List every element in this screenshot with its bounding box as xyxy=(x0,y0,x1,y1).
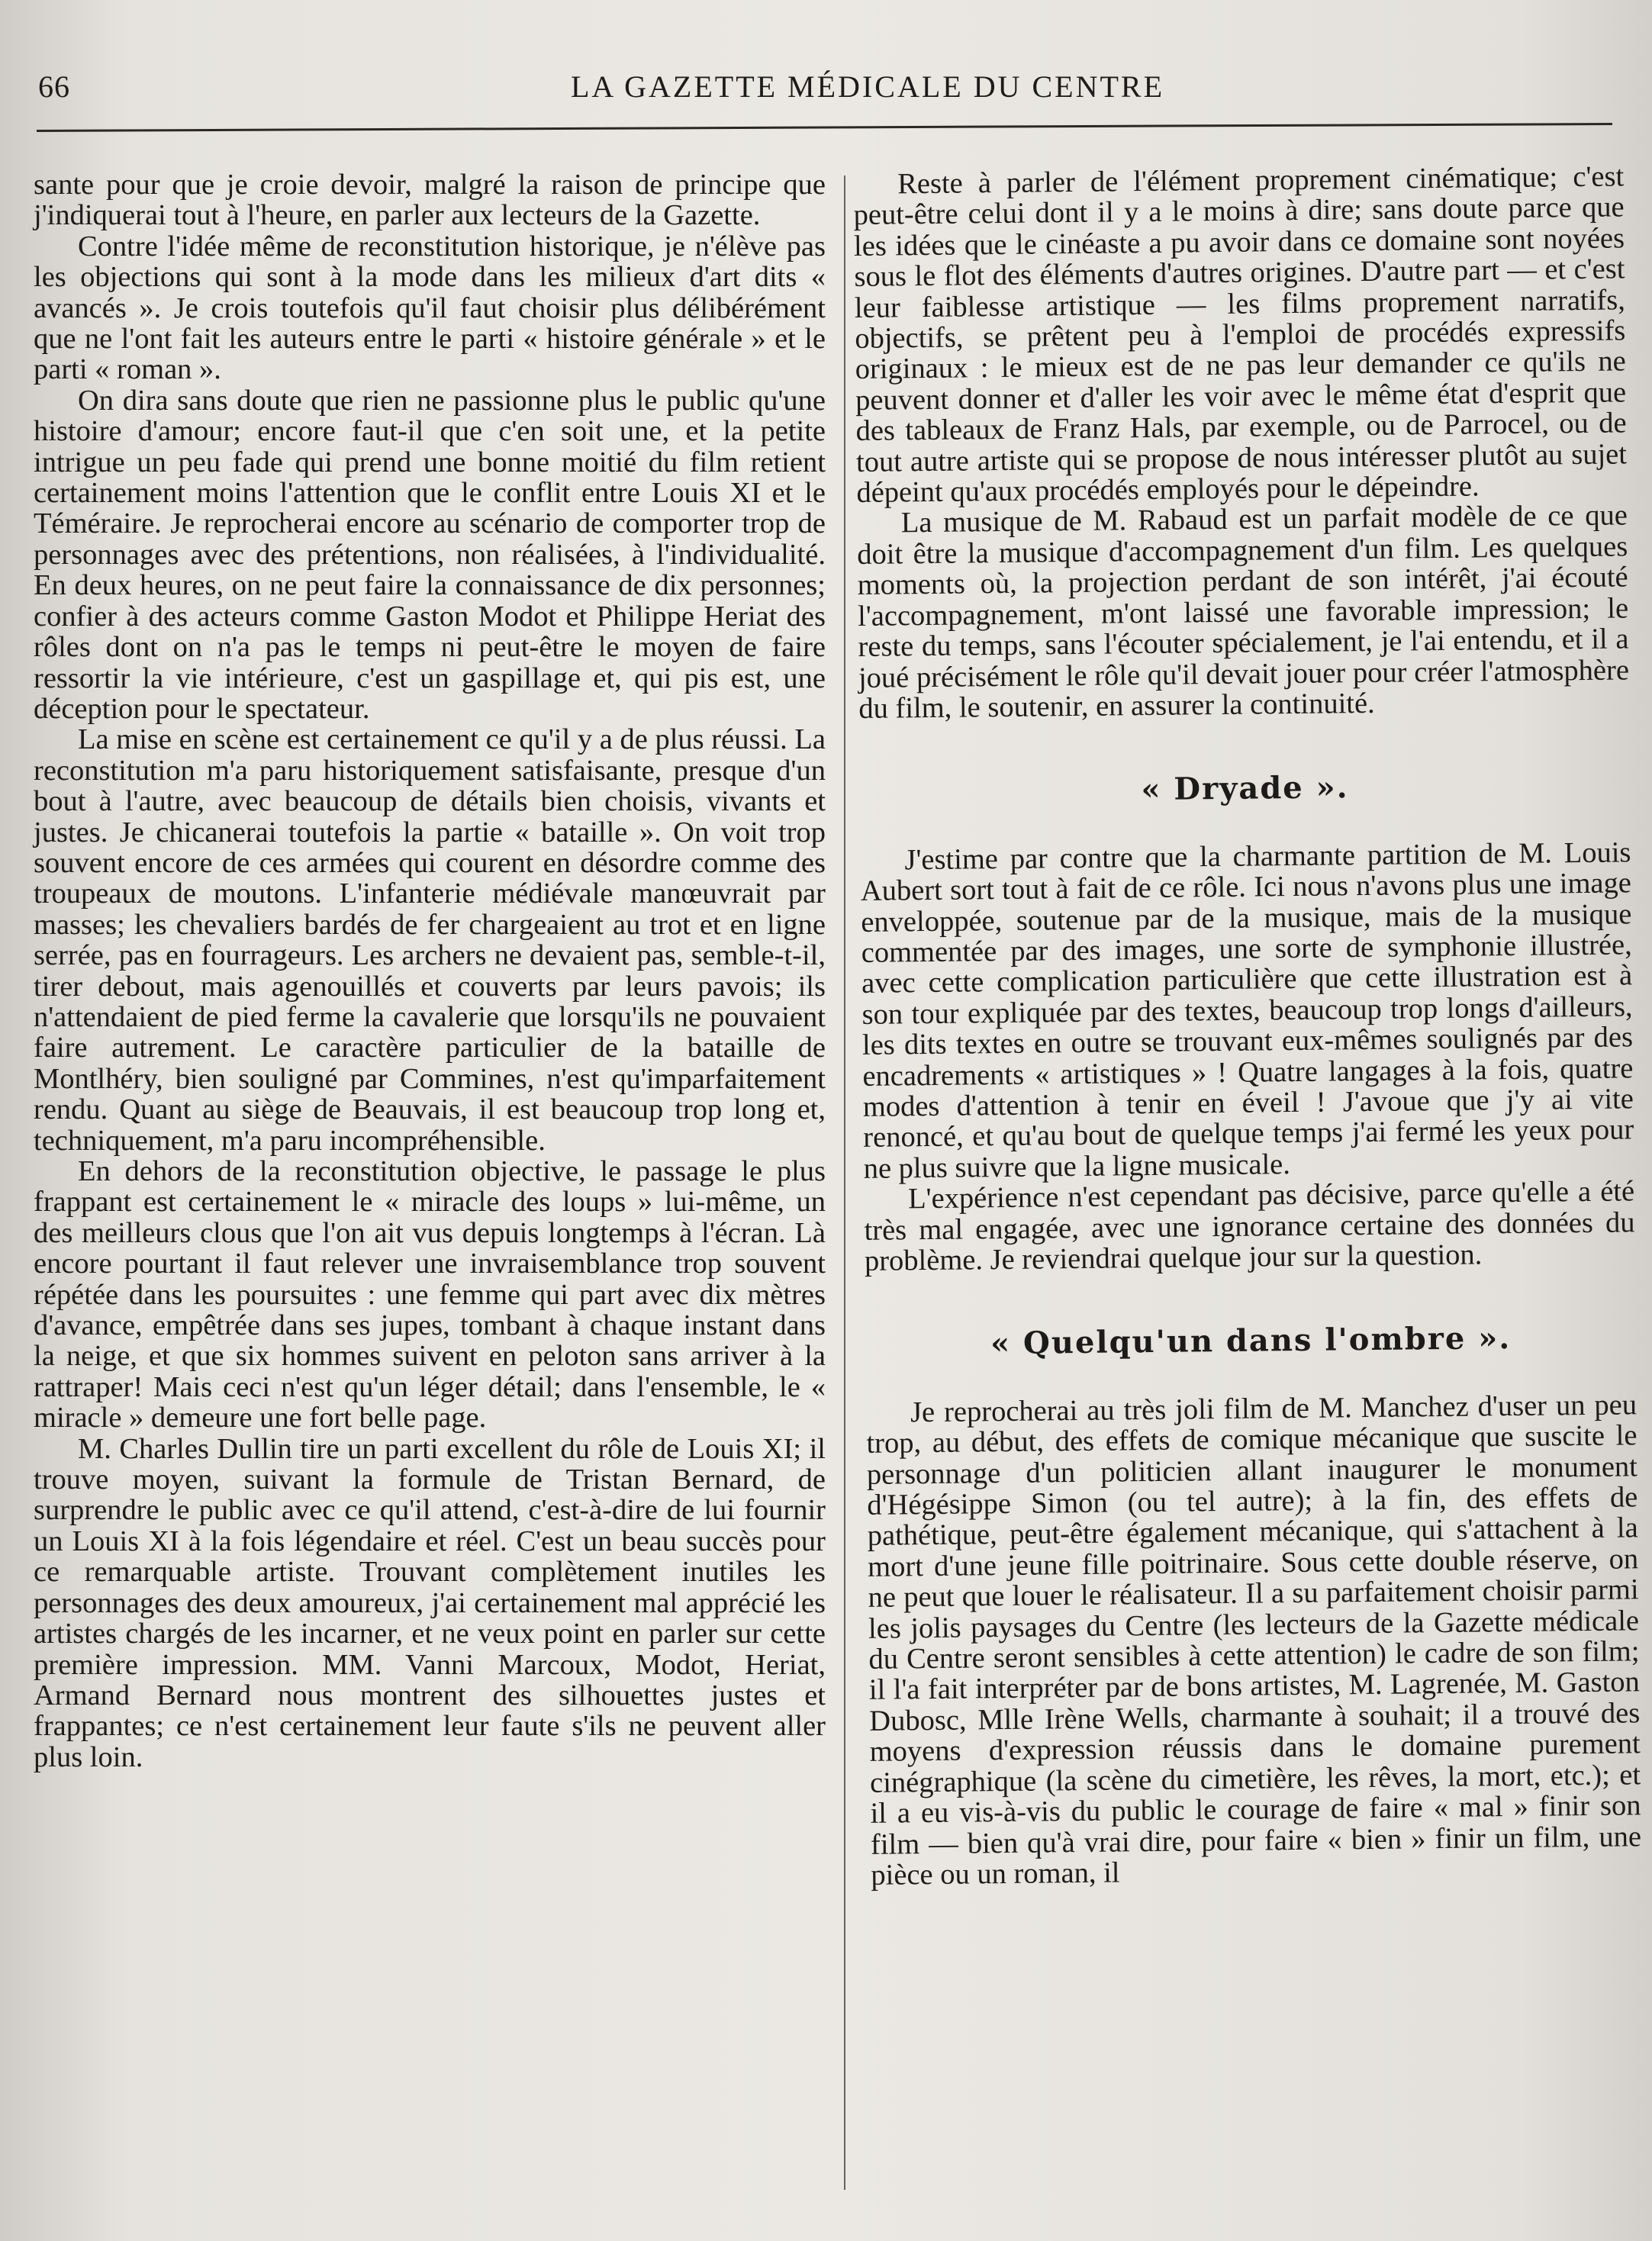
paragraph: La musique de M. Rabaud est un parfait modèle de ce que doit être la musique d'accompagnement d'un film. Les quelques moments où, la projection perdant de son intérêt, j'ai écouté l'accompagnement, m'ont laissé une favorable impression; le reste du temps, sans l'écouter spécialement, je l'ai entendu, et il a joué précisément le rôle qu'il devait jouer pour créer l'atmosphère du film, le soutenir, en assurer la continuité. xyxy=(857,499,1630,725)
paragraph: Contre l'idée même de reconstitution historique, je n'élève pas les objections qui sont à la mode dans les milieux d'art dits « avancés ». Je crois toutefois qu'il faut choisir plus délibérément que ne l'ont fait les auteurs entre le parti « histoire générale » et le parti « roman ». xyxy=(34,230,826,386)
page-header xyxy=(0,61,1652,114)
column-divider xyxy=(844,175,845,2190)
paragraph: L'expérience n'est cependant pas décisive, parce qu'elle a été très mal engagée, avec une ignorance certaine des données du problème. Je reviendrai quelque jour sur la question. xyxy=(864,1175,1635,1277)
paragraph: En dehors de la reconstitution objective, le passage le plus frappant est certainement le « miracle des loups » lui-même, un des meilleurs clous que l'on ait vus depuis longtemps à l'écran. Là encore pourtant il faut relever une invraisemblance trop souvent répétée dans les poursuites : une femme qui part avec dix mètres d'avance, empêtrée dans ses jupes, tombant à chaque instant dans la neige, et que six hommes suivent en peloton sans arriver à la rattraper! Mais ceci n'est qu'un léger détail; dans l'ensemble, le « miracle » demeure une fort belle page. xyxy=(34,1155,826,1434)
section-title: « Dryade ». xyxy=(1141,769,1349,808)
paragraph: On dira sans doute que rien ne passionne plus le public qu'une histoire d'amour; encore faut-il que c'en soit une, et la petite intrigue un peu fade qui prend une bonne moitié du film retient certainement moins l'attention que le conflit entre Louis XI et le Téméraire. Je reprocherai encore au scénario de comporter trop de personnages avec des prétentions, non réalisées, à l'individualité. En deux heures, on ne peut faire la connaissance de dix personnes; confier à des acteurs comme Gaston Modot et Philippe Heriat des rôles dont on n'a pas le temps ni peut-être le moyen de faire ressortir la vie intérieure, c'est un gaspillage et, qui pis est, une déception pour le spectateur. xyxy=(34,384,826,725)
page-number: 66 xyxy=(38,69,70,104)
header-rule xyxy=(37,123,1612,132)
running-title: LA GAZETTE MÉDICALE DU CENTRE xyxy=(571,69,1165,104)
left-column xyxy=(34,169,826,1773)
paragraph: La mise en scène est certainement ce qu'il y a de plus réussi. La reconstitution m'a paru historiquement satisfaisante, presque d'un bout à l'autre, avec beaucoup de détails bien choisis, vivants et justes. Je chicanerai toutefois la partie « bataille ». On voit trop souvent encore de ces armées qui courent en désordre comme des troupeaux de moutons. L'infanterie médiévale manœuvrait par masses; les chevaliers bardés de fer chargeaient au trot et en ligne serrée, pas en fourrageurs. Les archers ne devaient pas, semble-t-il, tirer debout, mais agenouillés et couverts par leurs pavois; ils n'attendaient de pied ferme la cavalerie que lorsqu'ils ne pouvaient faire autrement. Le caractère particulier de la bataille de Montlhéry, bien souligné par Commines, n'est qu'imparfaitement rendu. Quant au siège de Beauvais, il est beaucoup trop long et, techniquement, m'a paru incompréhensible. xyxy=(34,723,826,1157)
paragraph: sante pour que je croie devoir, malgré la raison de principe que j'indiquerai tout à l'heure, en parler aux lecteurs de la Gazette. xyxy=(34,169,826,232)
section-heading-dryade xyxy=(859,770,1630,809)
section-heading-quelquun xyxy=(865,1322,1636,1361)
section-title: « Quelqu'un dans l'ombre ». xyxy=(990,1320,1512,1362)
right-column xyxy=(853,161,1642,1891)
paragraph: M. Charles Dullin tire un parti excellent du rôle de Louis XI; il trouve moyen, suivant la formule de Tristan Bernard, de surprendre le public avec ce qu'il attend, c'est-à-dire de lui fournir un Louis XI à la fois légendaire et réel. C'est un beau succès pour ce remarquable artiste. Trouvant complètement inutiles les personnages des deux amoureux, j'ai certainement mal apprécié les artistes chargés de les incarner, et ne veux point en parler sur cette première impression. MM. Vanni Marcoux, Modot, Heriat, Armand Bernard nous montrent des silhouettes justes et frappantes; ce n'est certainement leur faute s'ils ne peuvent aller plus loin. xyxy=(34,1432,826,1773)
paragraph: Reste à parler de l'élément proprement cinématique; c'est peut-être celui dont il y a le moins à dire; sans doute parce que les idées que le cinéaste a pu avoir dans ce domaine sont noyées sous le flot des éléments d'autres origines. D'autre part — et c'est leur faiblesse artistique — les films proprement narratifs, objectifs, se prêtent peu à l'emploi de procédés expressifs originaux : le mieux est de ne pas leur demander ce qu'ils ne peuvent donner et d'aller les voir avec le même état d'esprit que des tableaux de Franz Hals, par exemple, ou de Parrocel, ou de tout autre artiste qui se propose de nous intéresser plutôt au sujet dépeint qu'aux procédés employés pour le dépeindre. xyxy=(853,160,1628,510)
paragraph: J'estime par contre que la charmante partition de M. Louis Aubert sort tout à fait de ce rôle. Ici nous n'avons plus une image enveloppée, soutenue par de la musique, mais de la musique commentée par des images, une sorte de symphonie illustrée, avec cette complication particulière que cette illustration est à son tour expliquée par des textes, beaucoup trop longs d'ailleurs, les dits textes en outre se trouvant eux-mêmes soulignés par des encadrements « artistiques » ! Quatre langages à la fois, quatre modes d'attention à tenir en éveil ! J'avoue que j'y ai vite renoncé, et qu'au bout de quelque temps j'ai fermé les yeux pour ne plus suivre que la ligne musicale. xyxy=(860,836,1634,1185)
paragraph: Je reprocherai au très joli film de M. Manchez d'user un peu trop, au début, des effets de comique mécanique que suscite le personnage d'un politicien allant inaugurer le monument d'Hégésippe Simon (ou tel autre); à la fin, des effets de pathétique, peut-être également mécanique, qui s'attachent à la mort d'une jeune fille poitrinaire. Sous cette double réserve, on ne peut que louer le réalisateur. Il a su parfaitement choisir parmi les jolis paysages du Centre (les lecteurs de la Gazette médicale du Centre seront sensibles à cette attention) le cadre de son film; il l'a fait interpréter par de bons artistes, M. Lagrenée, M. Gaston Dubosc, Mlle Irène Wells, charmante à souhait; il a trouvé des moyens d'expression réussis dans le domaine purement cinégraphique (la scène du cimetière, les rêves, la mort, etc.); et il a eu vis-à-vis du public le courage de faire « mal » finir son film — bien qu'à vrai dire, pour faire « bien » finir un film, une pièce ou un roman, il xyxy=(866,1389,1642,1892)
